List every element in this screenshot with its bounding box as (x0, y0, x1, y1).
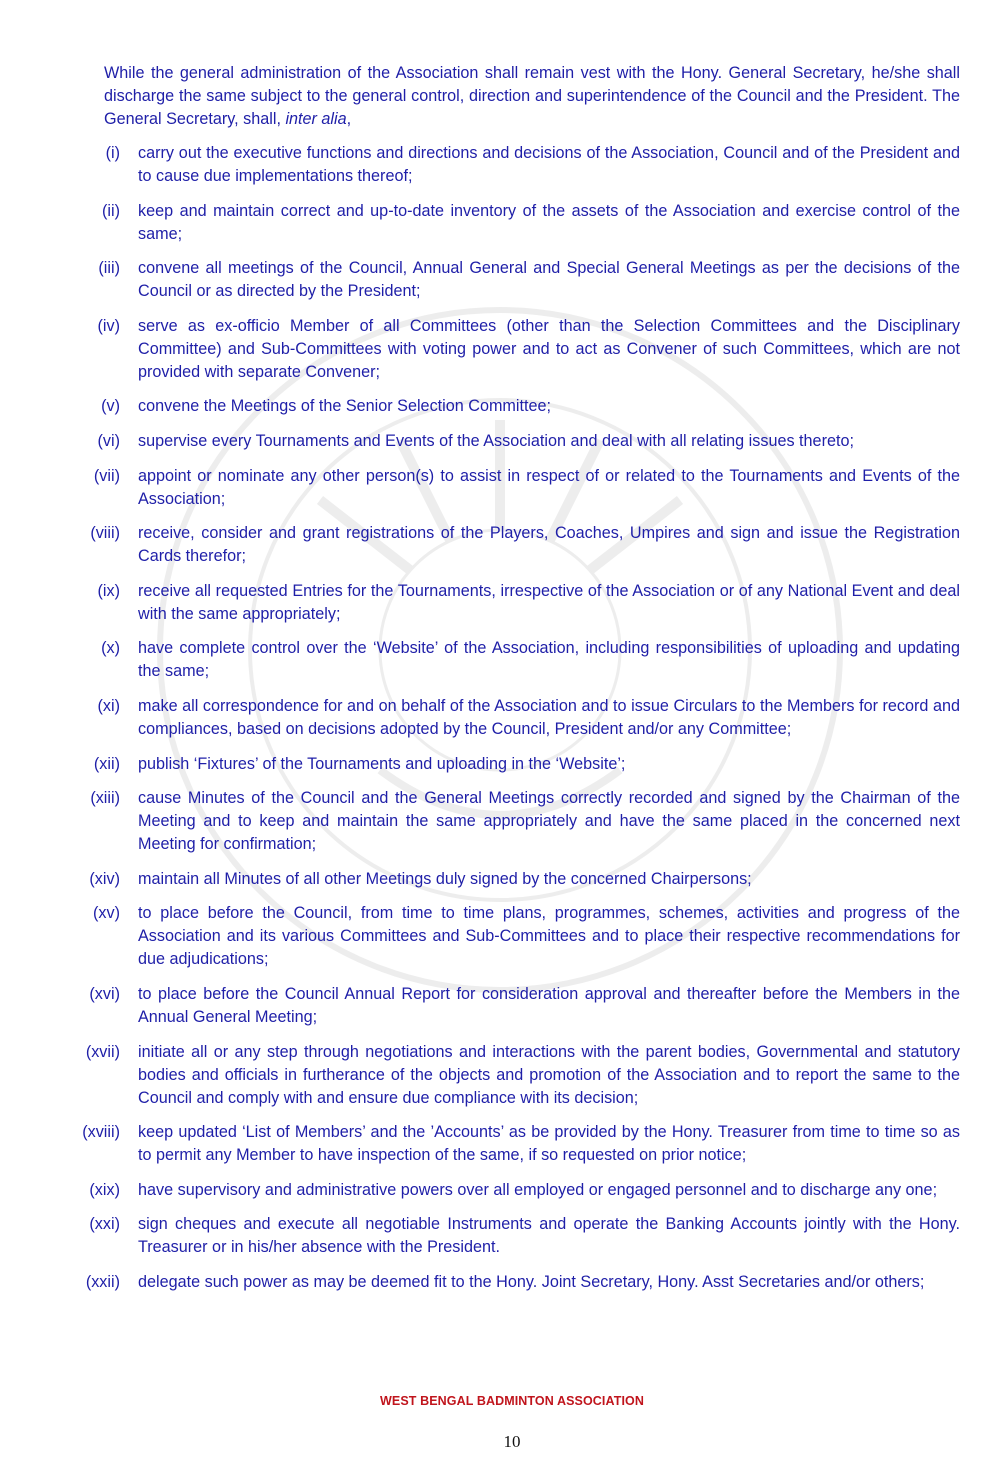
item-text: appoint or nominate any other person(s) to assist in respect of or related to the Tournaments and Events of the Association; (138, 466, 960, 508)
list-item (0, 1213, 1000, 1259)
item-number: (xii) (93, 754, 120, 773)
item-text: to place before the Council Annual Report for consideration approval and thereafter before the Members in the Annual General Meeting; (138, 984, 960, 1026)
item-text: keep updated ‘List of Members’ and the ’Accounts’ as be provided by the Hony. Treasurer from time to time so as to permit any Member to have inspection of the same, if so requested on prior notice; (138, 1123, 960, 1165)
list-item (0, 315, 1000, 384)
item-number: (ix) (97, 581, 120, 600)
item-number: (xiv) (89, 869, 120, 888)
item-number: (i) (105, 144, 120, 162)
item-text: receive, consider and grant registrations of the Players, Coaches, Umpires and sign and issue the Registration Cards therefor; (138, 524, 960, 566)
item-number: (xxii) (85, 1272, 120, 1291)
item-text: make all correspondence for and on behalf of the Association and to issue Circulars to the Members for record and compliances, based on decisions adopted by the Council, President and/or any Committee; (138, 696, 960, 738)
item-number: (xi) (97, 696, 120, 715)
list-item (0, 868, 1000, 891)
item-number: (x) (101, 639, 120, 658)
list-item (0, 1041, 1000, 1110)
intro-end: , (346, 110, 352, 128)
list-item (0, 430, 1000, 453)
page-number: 10 (503, 1432, 521, 1451)
duties-list (0, 142, 1000, 1305)
item-number: (iv) (97, 316, 120, 335)
item-text: cause Minutes of the Council and the General Meetings correctly recorded and signed by the Chairman of the Meeting and to keep and maintain the same appropriately and have the same placed in the concerned next Meeting for confirmation; (138, 789, 960, 854)
list-item (0, 637, 1000, 683)
item-number: (xxi) (89, 1215, 120, 1234)
item-text: sign cheques and execute all negotiable Instruments and operate the Banking Accounts jointly with the Hony. Treasurer or in his/her absence with the President. (138, 1215, 960, 1257)
item-number: (xix) (89, 1180, 120, 1199)
list-item (0, 395, 1000, 418)
intro-text: While the general administration of the Association shall remain vest with the Hony. General Secretary, he/she shall discharge the same subject to the general control, direction and superintendence of the Council and the President. The General Secretary, shall, (104, 64, 960, 128)
item-text: receive all requested Entries for the Tournaments, irrespective of the Association or of any National Event and deal with the same appropriately; (138, 581, 960, 623)
item-number: (xvii) (85, 1042, 120, 1061)
item-number: (xiii) (90, 789, 120, 808)
item-text: maintain all Minutes of all other Meetings duly signed by the concerned Chairpersons; (138, 869, 752, 888)
item-text: serve as ex-officio Member of all Committees (other than the Selection Committees and the Disciplinary Committee) and Sub-Committees with voting power and to act as Convener of such Committees, which are not provided with separate Convener; (138, 316, 960, 381)
list-item (0, 1121, 1000, 1167)
list-item (0, 465, 1000, 511)
item-text: supervise every Tournaments and Events of the Association and deal with all relating issues thereto; (138, 431, 854, 450)
list-item (0, 1271, 1000, 1294)
item-number: (iii) (98, 259, 120, 278)
footer-organization-name: WEST BENGAL BADMINTON ASSOCIATION (380, 1394, 644, 1408)
intro-italic-phrase: inter alia (285, 110, 347, 128)
item-text: publish ‘Fixtures’ of the Tournaments and uploading in the ‘Website’; (138, 754, 626, 773)
item-number: (xvi) (89, 984, 120, 1003)
item-text: carry out the executive functions and directions and decisions of the Association, Council and of the President and to cause due implementations thereof; (138, 144, 960, 185)
item-number: (vii) (93, 466, 120, 485)
item-number: (xv) (93, 904, 120, 923)
item-number: (v) (101, 397, 120, 416)
list-item (0, 142, 1000, 188)
item-text: keep and maintain correct and up-to-date inventory of the assets of the Association and exercise control of the same; (138, 201, 960, 243)
item-text: delegate such power as may be deemed fit to the Hony. Joint Secretary, Hony. Asst Secretaries and/or others; (138, 1272, 925, 1291)
list-item (0, 753, 1000, 776)
list-item (0, 522, 1000, 568)
list-item (0, 257, 1000, 303)
list-item (0, 1179, 1000, 1202)
list-item (0, 580, 1000, 626)
list-item (0, 983, 1000, 1029)
intro-paragraph (104, 62, 960, 131)
item-text: have complete control over the ‘Website’ of the Association, including responsibilities of uploading and updating the same; (138, 639, 960, 681)
item-number: (vi) (97, 431, 120, 450)
list-item (0, 902, 1000, 971)
list-item (0, 200, 1000, 246)
item-number: (xviii) (82, 1123, 120, 1142)
list-item (0, 695, 1000, 741)
item-number: (ii) (102, 201, 120, 220)
item-number: (viii) (90, 524, 120, 543)
item-text: have supervisory and administrative powers over all employed or engaged personnel and to discharge any one; (138, 1180, 938, 1199)
item-text: initiate all or any step through negotiations and interactions with the parent bodies, Governmental and statutory bodies and officials in furtherance of the objects and promotion of the Association and to report the same to the Council and comply with and ensure due compliance with its decision; (138, 1042, 960, 1107)
item-text: convene all meetings of the Council, Annual General and Special General Meetings as per the decisions of the Council or as directed by the President; (138, 259, 960, 301)
item-text: convene the Meetings of the Senior Selection Committee; (138, 397, 552, 416)
list-item (0, 787, 1000, 856)
item-text: to place before the Council, from time to time plans, programmes, schemes, activities and progress of the Association and its various Committees and Sub-Committees and to place their respective recommendations for due adjudications; (138, 904, 960, 969)
